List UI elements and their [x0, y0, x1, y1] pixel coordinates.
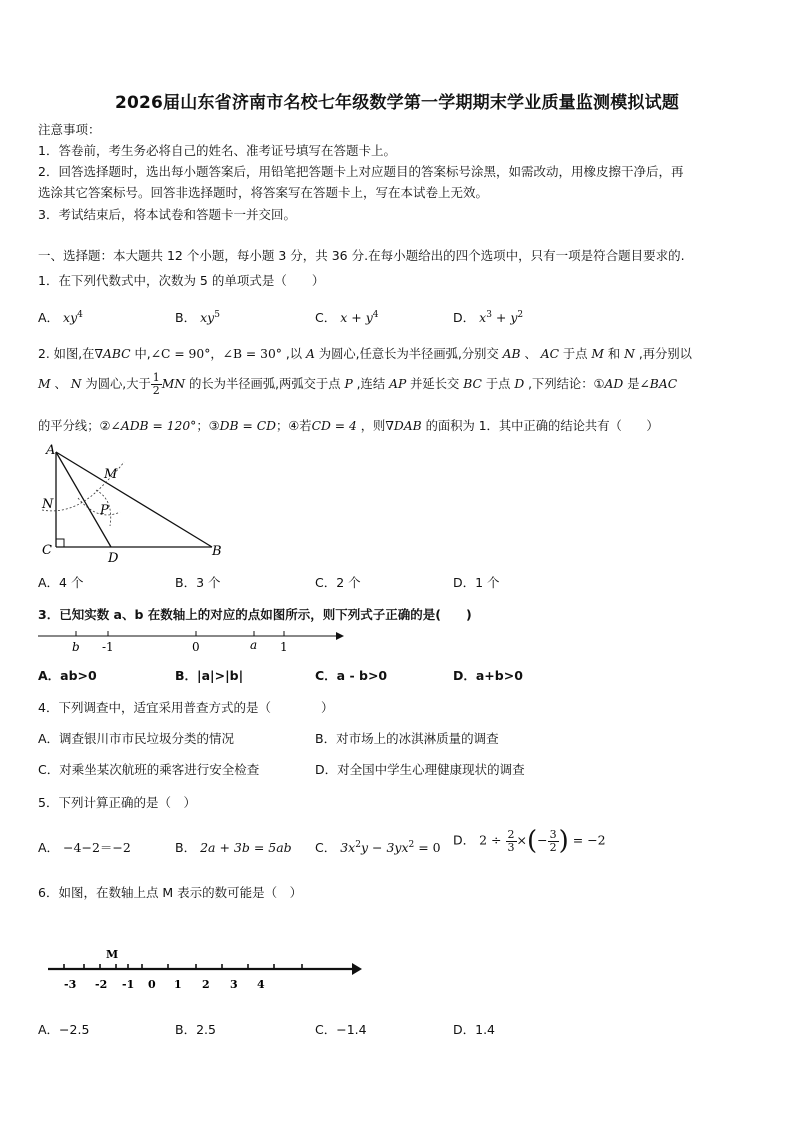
- label-m: M: [106, 948, 119, 961]
- right-angle-mark: [56, 539, 64, 547]
- q3-option-b: B．|a|>|b|: [175, 668, 244, 683]
- segment-ad: [56, 452, 111, 547]
- label-1: 1: [280, 640, 288, 654]
- tick-label: 4: [257, 978, 265, 991]
- q4-option-c: C．对乘坐某次航班的乘客进行安全检查: [38, 762, 260, 777]
- q1-option-b: B． $xy^5$: [175, 309, 220, 325]
- q2-option-b: B．3 个: [175, 575, 221, 590]
- label-a: a: [250, 638, 258, 652]
- q2-option-d: D．1 个: [453, 575, 500, 590]
- label-p: P: [100, 503, 109, 518]
- label-a: A: [46, 443, 56, 458]
- q4-option-d: D．对全国中学生心理健康现状的调查: [315, 762, 525, 777]
- label-c: C: [42, 543, 52, 558]
- tick-label: 1: [174, 978, 182, 991]
- number-line-q6: [44, 943, 368, 995]
- q3-option-c: C．a - b>0: [315, 668, 388, 683]
- label-d: D: [108, 551, 119, 566]
- q5-option-b: B． 2a + 3b = 5ab: [175, 840, 292, 855]
- q6-option-d: D．1.4: [453, 1022, 496, 1037]
- q3-option-d: D．a+b>0: [453, 668, 523, 683]
- q1-stem: 1．在下列代数式中，次数为 5 的单项式是（ ）: [38, 273, 325, 288]
- q4-option-b: B．对市场上的冰淇淋质量的调查: [315, 731, 499, 746]
- q5-stem: 5．下列计算正确的是（ ）: [38, 795, 196, 810]
- notice-item-1: 1．答卷前，考生务必将自己的姓名、准考证号填写在答题卡上。: [38, 143, 396, 158]
- section-heading: 一、选择题：本大题共 12 个小题，每小题 3 分，共 36 分.在每小题给出的四个选项中，只有一项是符合题目要求的.: [38, 248, 685, 263]
- q6-option-b: B．2.5: [175, 1022, 216, 1037]
- q5-option-a: A． −4−2＝−2: [38, 840, 131, 855]
- q1-option-a: A． $xy^4$: [38, 309, 83, 325]
- axis-arrow: [352, 963, 362, 975]
- tick-label: 0: [148, 978, 156, 991]
- q1-option-c: C． $x + y^4$: [315, 309, 379, 325]
- tick-label: -1: [122, 978, 135, 991]
- q6-option-a: A．−2.5: [38, 1022, 90, 1037]
- label-minus-1: -1: [102, 640, 114, 654]
- q6-stem: 6．如图，在数轴上点 M 表示的数可能是（ ）: [38, 885, 303, 900]
- notice-item-2: 2．回答选择题时，选出每小题答案后，用铅笔把答题卡上对应题目的答案标号涂黑，如需改动，用橡皮擦干净后，再: [38, 164, 684, 179]
- q4-stem: 4．下列调查中，适宜采用普查方式的是（ ）: [38, 700, 334, 715]
- notice-item-2-cont: 选涂其它答案标号。回答非选择题时，将答案写在答题卡上，写在本试卷上无效。: [38, 185, 489, 200]
- number-line-q3: [36, 626, 346, 656]
- q4-option-a: A．调查银川市市民垃圾分类的情况: [38, 731, 235, 746]
- q3-option-a: A．ab>0: [38, 668, 97, 683]
- q2-option-a: A．4 个: [38, 575, 84, 590]
- q2-stem-line-1: 2. 如图,在∇ABC 中,∠C = 90°，∠B = 30° ,以 A 为圆心,任意长为半径画弧,分别交 AB 、 AC 于点 M 和 N ,再分别以: [38, 347, 692, 361]
- notice-item-3: 3．考试结束后，将本试卷和答题卡一并交回。: [38, 207, 296, 222]
- triangle-figure: [36, 440, 226, 566]
- q2-stem-line-2: M 、 N 为圆心,大于 $\frac{1}{2}$ MN 的长为半径画弧,两弧交于点 P ,连结 AP 并延长交 BC 于点 D ,下列结论：①AD 是∠BAC: [38, 371, 678, 397]
- fraction-2-3: $\frac{2}{3}$: [507, 827, 515, 854]
- q1-option-d: D． $x^3 + y^2$: [453, 309, 524, 325]
- axis-arrow: [336, 632, 344, 640]
- q2-stem-line-3: 的平分线；②∠ADB = 120°；③DB = CD；④若CD = 4 ，则∇DAB 的面积为 1．其中正确的结论共有（ ）: [38, 419, 659, 433]
- tick-label: 2: [202, 978, 210, 991]
- q2-option-c: C．2 个: [315, 575, 361, 590]
- q6-option-c: C．−1.4: [315, 1022, 367, 1037]
- half-fraction: $\frac{1}{2}$: [152, 371, 160, 397]
- q5-option-d: D． 2 ÷ $\frac{2}{3}$ ×(− $\frac{3}{2}$ ) = −2: [453, 826, 606, 856]
- label-b: B: [212, 544, 222, 559]
- notice-heading: 注意事项：: [38, 122, 101, 137]
- label-b: b: [72, 640, 80, 654]
- label-0: 0: [192, 640, 200, 654]
- tick-label: 3: [230, 978, 238, 991]
- left-paren: (: [526, 826, 538, 856]
- page-title: 2026届山东省济南市名校七年级数学第一学期期末学业质量监测模拟试题: [114, 93, 680, 113]
- tick-label: -2: [95, 978, 108, 991]
- label-n: N: [42, 497, 54, 512]
- q5-option-c: C． $3x^2y - 3yx^2 = 0$: [315, 839, 441, 855]
- tick-label: -3: [64, 978, 77, 991]
- q3-stem: 3．已知实数 a、b 在数轴上的对应的点如图所示，则下列式子正确的是( ): [38, 607, 472, 622]
- fraction-3-2: $\frac{3}{2}$: [549, 827, 557, 854]
- right-paren: ): [558, 826, 569, 856]
- label-m: M: [104, 467, 118, 482]
